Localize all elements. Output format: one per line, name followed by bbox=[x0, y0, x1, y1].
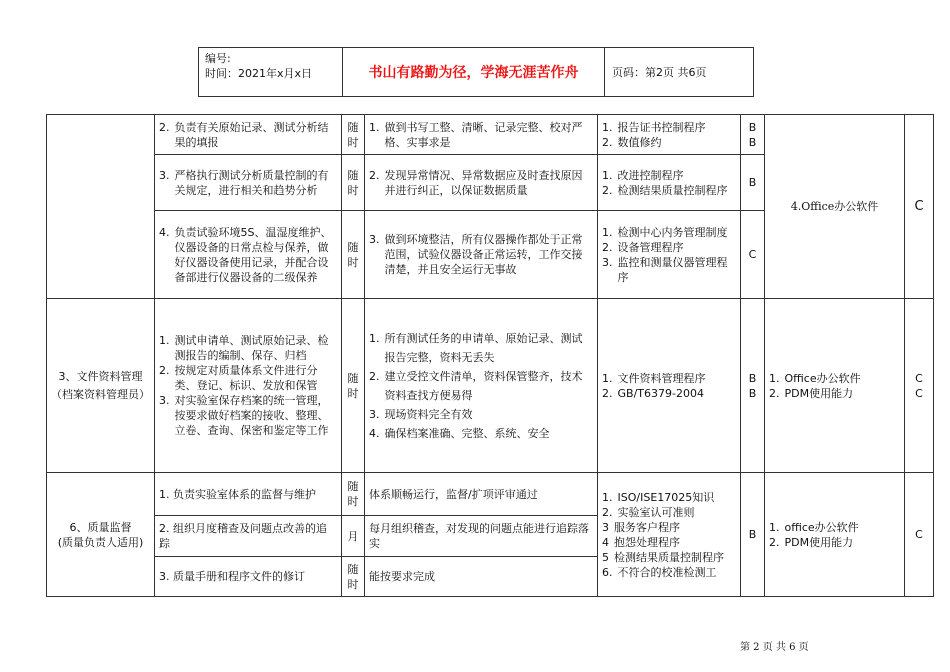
task-cell: 2. 组织月度稽查及问题点改善的追踪 bbox=[155, 516, 342, 557]
task-cell: 4. 负责试验环境5S、温湿度维护、仪器设备的日常点检与保养，做好仪器设备使用记录，并配合设备部进行仪器设备的二级保养 bbox=[155, 211, 342, 299]
docs-cell: 1. ISO/ISE17025知识 2. 实验室认可准则 3 服务客户程序 4 抱怨处理程序 5 检测结果质量控制程序 6. 不符合的校准检测工 bbox=[598, 473, 741, 597]
task-cell: 1. 负责实验室体系的监督与维护 bbox=[155, 473, 342, 516]
task-cell: 3. 质量手册和程序文件的修订 bbox=[155, 557, 342, 597]
docs-cell: 1. 文件资料管理程序 2. GB/T6379-2004 bbox=[598, 299, 741, 473]
number-label: 编号: bbox=[205, 52, 231, 65]
table-row bbox=[47, 299, 934, 473]
page-footer: 第 2 页 共 6 页 bbox=[740, 642, 809, 653]
section6-subtitle: (质量负责人适用) bbox=[57, 535, 144, 549]
responsibility-table bbox=[46, 114, 934, 597]
header-meta bbox=[199, 48, 343, 96]
docs-cell: 1. 改进控制程序 2. 检测结果质量控制程序 bbox=[598, 155, 741, 211]
task-cell: 2. 负责有关原始记录、测试分析结果的填报 bbox=[155, 115, 342, 155]
docs-cell: 1. 检测中心内务管理制度 2. 设备管理程序 3. 监控和测量仪器管理程序 bbox=[598, 211, 741, 299]
docs-cell: 1. 报告证书控制程序 2. 数值修约 bbox=[598, 115, 741, 155]
standard-cell: 每月组织稽查，对发现的问题点能进行追踪落实 bbox=[365, 516, 598, 557]
frequency-cell: 随时 bbox=[342, 473, 365, 516]
skill-level-cell: C bbox=[905, 115, 934, 299]
level-cell: B bbox=[741, 473, 765, 597]
table-row bbox=[47, 115, 934, 155]
skill-cell: 1. office办公软件 2. PDM使用能力 bbox=[765, 473, 905, 597]
standard-cell: 3. 做到环境整洁，所有仪器操作都处于正常范围，试验仪器设备正常运转，工作交接清楚，并且安全运行无事故 bbox=[365, 211, 598, 299]
level-cell: B B bbox=[741, 299, 765, 473]
task-cell: 3. 严格执行测试分析质量控制的有关规定，进行相关和趋势分析 bbox=[155, 155, 342, 211]
page-header bbox=[198, 47, 754, 97]
task-cell: 1. 测试申请单、测试原始记录、检测报告的编制、保存、归档 2. 按规定对质量体系文件进行分类、登记、标识、发放和保管 3. 对实验室保存档案的统一管理，按要求做好档案的接收、整理、立卷、查询、保密和鉴定等工作 bbox=[155, 299, 342, 473]
skill-level-cell: C C bbox=[905, 299, 934, 473]
frequency-cell: 随时 bbox=[342, 299, 365, 473]
frequency-cell: 月 bbox=[342, 516, 365, 557]
table-row bbox=[47, 473, 934, 516]
section3-title-cell: 3、文件资料管理（档案资料管理员） bbox=[47, 299, 155, 473]
skill-cell: 4.Office办公软件 bbox=[765, 115, 905, 299]
standard-cell: 1. 所有测试任务的申请单、原始记录、测试报告完整，资料无丢失 2. 建立受控文件清单，资料保管整齐，技术资料查找方便易得 3. 现场资料完全有效 4. 确保档案准确、完整、系统、安全 bbox=[365, 299, 598, 473]
frequency-cell: 随时 bbox=[342, 211, 365, 299]
frequency-cell: 随时 bbox=[342, 557, 365, 597]
time-label: 时间：2021年x月x日 bbox=[205, 67, 313, 80]
header-page: 页码：第2页 共6页 bbox=[612, 66, 707, 79]
standard-cell: 1. 做到书写工整、清晰、记录完整、校对严格、实事求是 bbox=[365, 115, 598, 155]
standard-cell: 2. 发现异常情况、异常数据应及时查找原因并进行纠正，以保证数据质量 bbox=[365, 155, 598, 211]
header-slogan: 书山有路勤为径，学海无涯苦作舟 bbox=[343, 48, 605, 96]
skill-level-cell: C bbox=[905, 473, 934, 597]
frequency-cell: 随时 bbox=[342, 115, 365, 155]
level-cell: B B bbox=[741, 115, 765, 155]
skill-cell: 1. Office办公软件 2. PDM使用能力 bbox=[765, 299, 905, 473]
standard-cell: 体系顺畅运行，监督/扩项评审通过 bbox=[365, 473, 598, 516]
frequency-cell: 随时 bbox=[342, 155, 365, 211]
level-cell: B bbox=[741, 155, 765, 211]
section6-title: 6、质量监督 bbox=[69, 520, 132, 534]
standard-cell: 能按要求完成 bbox=[365, 557, 598, 597]
level-cell: C bbox=[741, 211, 765, 299]
section6-title-cell bbox=[47, 473, 155, 597]
section2-title-cell bbox=[47, 115, 155, 299]
